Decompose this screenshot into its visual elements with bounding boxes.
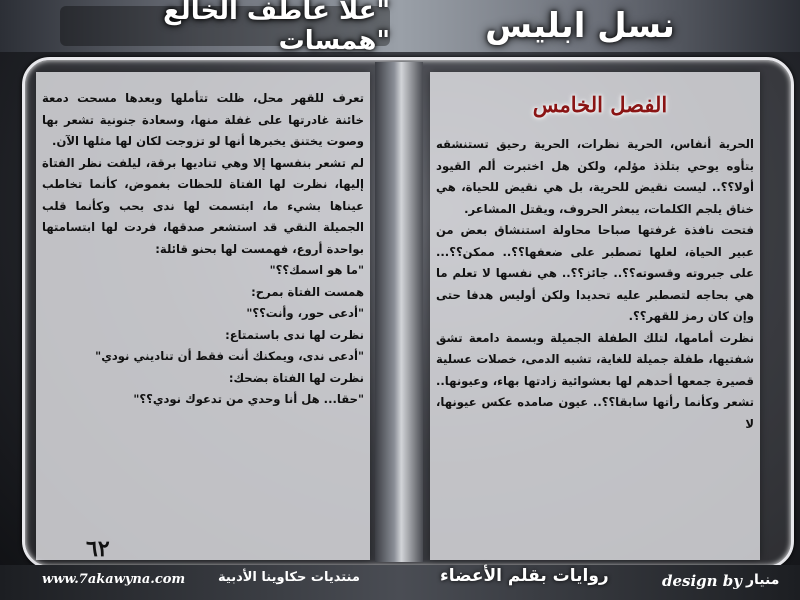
forum-name: منتديات حكاوينا الأدبية	[218, 570, 360, 585]
site-url: www.7akawyna.com	[42, 572, 186, 587]
paragraph: نظرت لها ندى باستمتاع:	[225, 327, 364, 342]
book-spine	[375, 62, 423, 562]
author-title: "علا عاطف الخالع "همسات	[60, 6, 390, 46]
paragraph: "أدعى ندى، ويمكنك أنت فقط أن تناديني نودي"	[95, 349, 364, 363]
paragraph: تعرف للقهر محل، ظلت تتأملها وبعدها مسحت دمعة خائنة غادرتها على غفلة منها، وسعادة جنونية تشعر بها وصوت يختنق يخبرها أنها لو تزوجت لكان لها مثلها الآن.	[42, 91, 364, 148]
paragraph: فتحت نافذة غرفتها صباحا محاولة استنشاق بعض من عبير الحياة، لعلها تصطبر على ضعفها؟؟.. ممكن؟؟... على جبروته وقسوته؟؟.. جائز؟؟.. هي نفسها لا تعلم ما هي بحاجه لتصطبر عليه تحديدا ولكن أوليس هدفا حتى وإن كان رمز للقهر؟؟.	[436, 223, 754, 323]
right-page-text	[436, 134, 754, 435]
paragraph: نظرت أمامها، لتلك الطفلة الجميلة وبسمة دامعة تشق شفتيها، طفلة جميلة للغاية، تشبه الدمى، خصلات عسلية قصيرة جمعها أحدهم لها بعشوائية زادتها بهاء، وعيونها.. تشعر وكأنما رأتها سابقا؟؟.. عيون صامده عكس عيونها، لا	[436, 330, 754, 431]
paragraph: همست الفتاة بمرح:	[251, 284, 364, 299]
paragraph: "حقا... هل أنا وحدي من تدعوك نودي؟؟"	[133, 392, 364, 406]
paragraph: "أدعى حور، وأنت؟؟"	[246, 306, 364, 320]
novel-title: نسل ابليس	[485, 6, 675, 46]
paragraph: الحرية أنفاس، الحرية نظرات، الحرية رحيق تستنشقه بتأوه يوحي بتلذذ مؤلم، ولكن هل اختبرت ألم القيود أولا؟؟.. ليست نقيض للحرية، بل هي نقيض للحياة، هي خناق يلجم الكلمات، يبعثر الحروف، ويقتل المشاعر.	[436, 137, 754, 216]
design-label: design by	[662, 572, 742, 590]
designer-name: منيار	[746, 572, 780, 588]
paragraph: "ما هو اسمك؟؟"	[269, 263, 364, 277]
left-page-text	[42, 88, 364, 411]
footer-caption: روايات بقلم الأعضاء	[440, 566, 609, 586]
paragraph: نظرت لها الفتاة بضحك:	[228, 370, 364, 385]
paragraph: لم تشعر بنفسها إلا وهي تناديها برقة، ليلفت نظر الفتاة إليها، نظرت لها الفتاة للحظات بغموض، كأنما تخاطب عيناها بشيء ما، ابتسمت لها ندى بحب وكأنما قلب الجميلة النقي قد استشعر صدقها، فردت لها ابتسامتها بواحدة أروع، فهمست لها بحنو قائلة:	[42, 155, 364, 256]
chapter-title: الفصل الخامس	[532, 92, 668, 117]
page-number: ٦٢	[86, 536, 110, 562]
